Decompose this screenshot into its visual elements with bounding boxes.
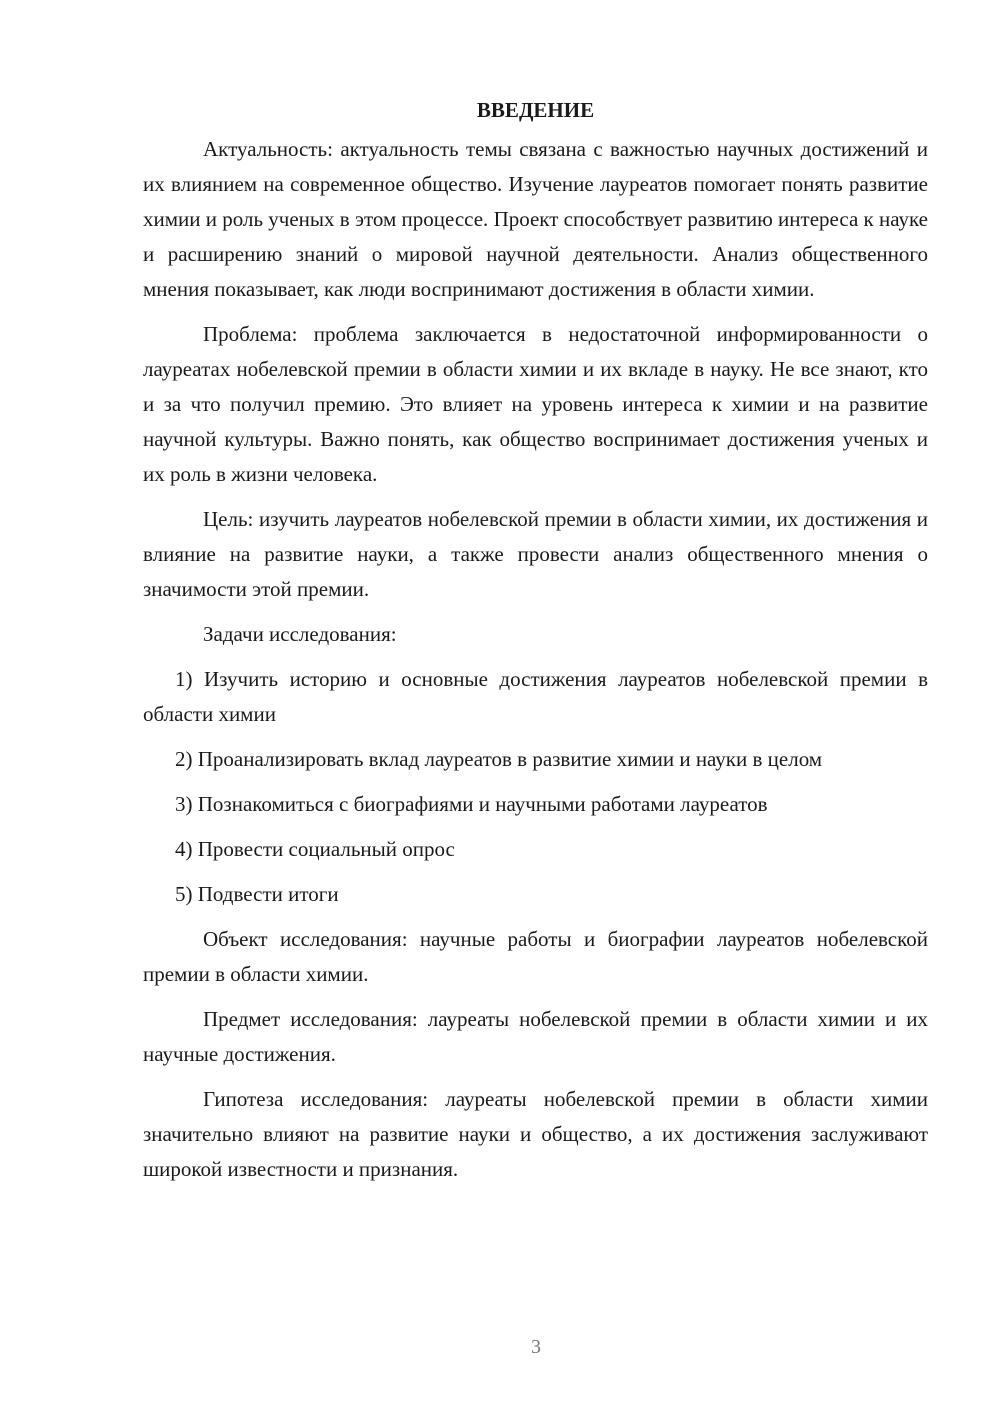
task-item-1: 1) Изучить историю и основные достижения лауреатов нобелевской премии в области химии: [143, 667, 928, 726]
hypothesis-paragraph: Гипотеза исследования: лауреаты нобелевской премии в области химии значительно влияют на развитие науки и общество, а их достижения заслуживают широкой известности и признания.: [143, 1087, 928, 1181]
task-item-5: 5) Подвести итоги: [175, 882, 339, 906]
subject-paragraph: Предмет исследования: лауреаты нобелевской премии в области химии и их научные достижения.: [143, 1007, 928, 1066]
tasks-title: Задачи исследования:: [203, 622, 397, 646]
page-number: 3: [531, 1336, 541, 1358]
page-content: [143, 93, 928, 1197]
section-heading: ВВЕДЕНИЕ: [476, 98, 595, 122]
problem-paragraph: Проблема: проблема заключается в недостаточной информированности о лауреатах нобелевской премии в области химии и их вкладе в науку. Не все знают, кто и за что получил премию. Это влияет на уровень интереса к химии и на развитие научной культуры. Важно понять, как общество воспринимает достижения ученых и их роль в жизни человека.: [143, 322, 928, 486]
relevance-paragraph: Актуальность: актуальность темы связана с важностью научных достижений и их влиянием на современное общество. Изучение лауреатов помогает понять развитие химии и роль ученых в этом процессе. Проект способствует развитию интереса к науке и расширению знаний о мировой научной деятельности. Анализ общественного мнения показывает, как люди воспринимают достижения в области химии.: [143, 137, 928, 301]
goal-paragraph: Цель: изучить лауреатов нобелевской премии в области химии, их достижения и влияние на развитие науки, а также провести анализ общественного мнения о значимости этой премии.: [143, 507, 928, 601]
task-item-2: 2) Проанализировать вклад лауреатов в развитие химии и науки в целом: [175, 747, 823, 771]
object-paragraph: Объект исследования: научные работы и биографии лауреатов нобелевской премии в области химии.: [143, 927, 928, 986]
task-item-3: 3) Познакомиться с биографиями и научными работами лауреатов: [175, 792, 768, 816]
task-item-4: 4) Провести социальный опрос: [175, 837, 455, 861]
